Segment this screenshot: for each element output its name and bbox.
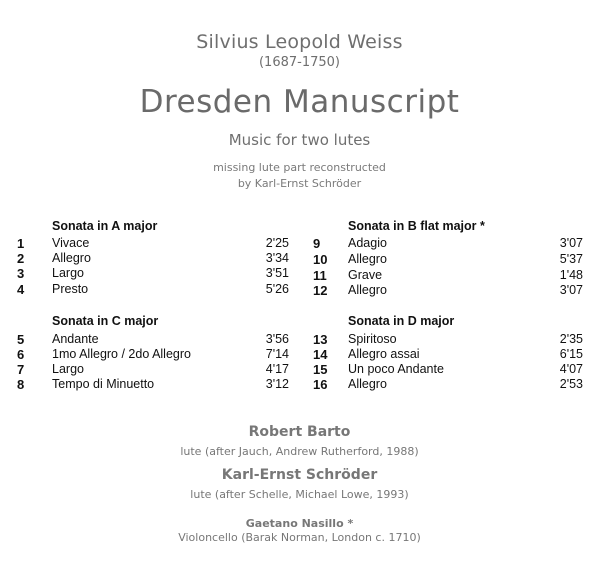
track-title: 1mo Allegro / 2do Allegro [52,347,191,361]
track-number: 6 [17,347,25,362]
composer-dates: (1687-1750) [258,55,340,70]
track-duration: 4'17 [265,362,289,376]
performer-instrument: lute (after Jauch, Andrew Rutherford, 1988) [180,445,419,458]
track-title: Adagio [348,236,387,250]
track-number: 12 [313,283,328,298]
performer-name: Karl-Ernst Schröder [221,467,378,483]
track-duration: 1'48 [559,268,583,282]
track-row [17,362,289,377]
sonata-heading-a-major: Sonata in A major [52,219,158,233]
track-title: Andante [52,332,99,346]
track-title: Allegro assai [348,347,420,361]
track-number: 1 [17,236,25,251]
track-title: Largo [52,266,84,280]
track-row [17,266,289,281]
track-number: 16 [313,377,328,392]
performer-instrument: Violoncello (Barak Norman, London c. 1710) [178,531,421,544]
track-number: 4 [17,282,25,297]
track-number: 13 [313,332,328,347]
track-duration: 7'14 [265,347,289,361]
track-duration: 2'35 [559,332,583,346]
track-number: 15 [313,362,328,377]
track-row [313,283,583,298]
track-row [313,332,583,347]
track-number: 14 [313,347,328,362]
album-title: Dresden Manuscript [139,84,460,120]
sonata-heading-c-major: Sonata in C major [52,314,159,328]
track-title: Allegro [52,251,91,265]
reconstruction-note-line2: by Karl-Ernst Schröder [237,177,362,190]
track-row [17,377,289,392]
track-duration: 3'34 [265,251,289,265]
track-row [17,347,289,362]
track-row [17,251,289,266]
reconstruction-note-line1: missing lute part reconstructed [213,161,386,174]
track-row [313,236,583,251]
track-row [313,347,583,362]
track-row [313,377,583,392]
track-duration: 3'07 [559,236,583,250]
composer-name: Silvius Leopold Weiss [196,31,403,53]
track-duration: 4'07 [559,362,583,376]
track-title: Tempo di Minuetto [52,377,155,391]
track-row [17,282,289,297]
track-title: Grave [348,268,383,282]
track-number: 8 [17,377,25,392]
track-duration: 2'53 [559,377,583,391]
track-title: Presto [52,282,89,296]
track-duration: 3'56 [265,332,289,346]
track-number: 9 [313,236,321,251]
track-title: Allegro [348,283,387,297]
track-duration: 2'25 [265,236,289,250]
track-number: 5 [17,332,25,347]
performer-name: Gaetano Nasillo * [245,517,354,530]
track-number: 7 [17,362,25,377]
track-row [313,362,583,377]
track-duration: 3'12 [265,377,289,391]
track-title: Un poco Andante [348,362,444,376]
track-title: Allegro [348,377,387,391]
track-row [17,332,289,347]
track-number: 3 [17,266,25,281]
track-number: 2 [17,251,25,266]
track-title: Allegro [348,252,387,266]
sonata-heading-b-flat-major: Sonata in B flat major * [348,219,485,233]
track-number: 10 [313,252,328,267]
track-duration: 5'37 [559,252,583,266]
track-duration: 3'07 [559,283,583,297]
album-subtitle: Music for two lutes [228,131,371,149]
sonata-heading-d-major: Sonata in D major [348,314,455,328]
track-title: Largo [52,362,84,376]
track-title: Vivace [52,236,90,250]
track-row [17,236,289,251]
track-duration: 6'15 [559,347,583,361]
track-row [313,268,583,283]
performer-instrument: lute (after Schelle, Michael Lowe, 1993) [190,488,409,501]
track-row [313,252,583,267]
track-title: Spiritoso [348,332,397,346]
track-duration: 5'26 [265,282,289,296]
track-duration: 3'51 [265,266,289,280]
track-number: 11 [313,268,327,283]
performer-name: Robert Barto [248,424,351,440]
